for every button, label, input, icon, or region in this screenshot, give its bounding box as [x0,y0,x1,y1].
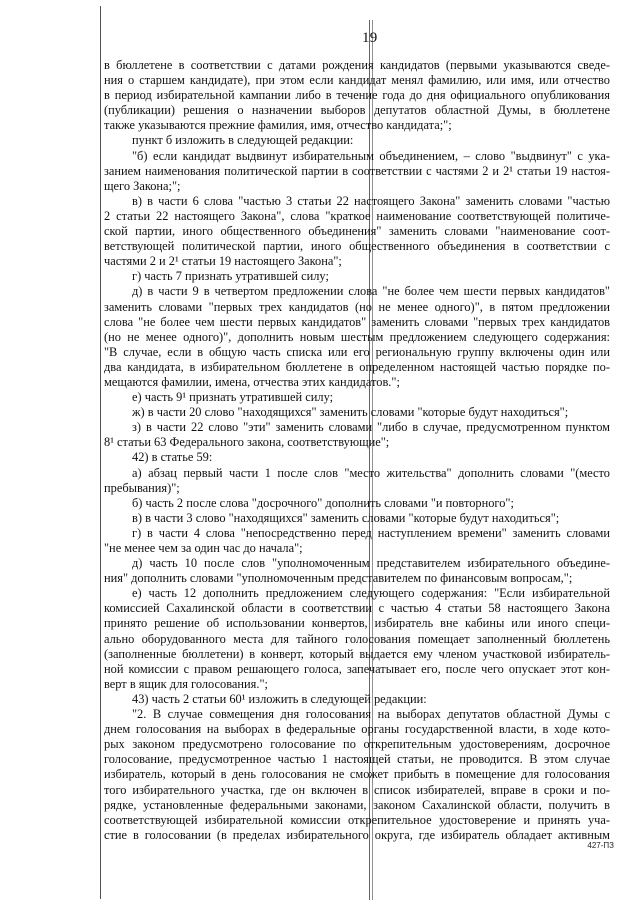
text-line: два кандидата, в избирательном бюллетене в определенном настоящей частью порядке по- [104,359,610,374]
text-line: 8¹ статьи 63 Федерального закона, соответствующие"; [104,435,390,450]
text-line: е) часть 9¹ признать утратившей силу; [132,390,334,405]
text-line: г) часть 7 признать утратившей силу; [132,269,329,284]
text-line: в бюллетене в соответствии с датами рождения кандидатов (первыми указываются сведе- [104,58,610,72]
document-code: 427-ПЗ [587,841,614,850]
left-margin-line [100,6,101,899]
text-line: "2. В случае совмещения дня голосования на выборах депутатов областной Думы с [132,707,610,722]
text-line: з) в части 22 слово "эти" заменить словами "либо в случае, предусмотренном пунктом [132,420,610,435]
text-line: б) часть 2 после слова "досрочного" дополнить словами "и повторного"; [132,495,514,510]
text-line: слова "не более чем шести первых кандидатов" заменить словами "первых трех кандидатов [104,314,610,329]
text-line: избиратель, который в день голосования не сможет прибыть в помещение для голосования [104,767,610,782]
text-line: ной комиссии с правом решающего голоса, запечатывает его, после чего опускает этот кон- [104,661,610,676]
text-line: комиссией Сахалинской области в соответствии с частью 4 статьи 58 настоящего Закона [104,601,610,616]
text-line: занием наименования политической партии в соответствии с частями 2 и 2¹ статьи 19 настоя- [104,163,610,178]
text-line: г) в части 4 слова "непосредственно перед наступлением времени" заменить словами [132,525,610,540]
text-line: (публикации) решения о назначении выборов депутатов областной Думы, в бюллетене [104,103,610,118]
text-line: стие в голосовании (в пределах избирательного округа, где избиратель обладает активным [104,827,610,842]
text-line: ж) в части 20 слово "находящихся" заменить словами "которые будут находиться"; [132,405,569,420]
text-line: д) часть 10 после слов "уполномоченным представителем избирательного объедине- [132,556,610,571]
text-line: "В случае, если в общую часть списка или его региональную группу включены один или [104,344,610,359]
text-line: щего Закона;"; [104,178,181,193]
text-line: в) в части 6 слова "частью 3 статьи 22 настоящего Закона" заменить словами "частью [132,193,610,208]
text-line: принято решение об использовании конвертов, избиратель вне кабины или иного специ- [104,616,610,631]
text-line: а) абзац первый части 1 после слов "место жительства" дополнить словами "(место [132,465,610,480]
text-line: "не менее чем за один час до начала"; [104,541,303,555]
text-line: (заполненные бюллетени) в конверт, который выдается ему членом участковой избиратель- [104,646,610,661]
body-text [104,58,610,843]
text-line: рядке, установленные федеральными законами, законом Сахалинской области, получить в [104,797,610,812]
text-line: соответствующей избирательной комиссии открепительное удостоверение и принять уча- [104,812,610,827]
text-line: 42) в статье 59: [132,450,213,465]
text-line: ния о старшем кандидате), при этом если кандидат менял фамилию, или имя, или отчество [104,73,610,88]
text-line: е) часть 12 дополнить предложением следующего содержания: "Если избирательной [132,586,610,601]
text-line: "б) если кандидат выдвинут избирательным объединением, – слово "выдвинут" с ука- [132,148,610,163]
page-number: 19 [362,30,378,46]
text-line: голосование, предусмотренное частью 1 настоящей статьи, не проводится. В этом случае [104,752,610,767]
text-line: мещаются фамилии, имена, отчества этих кандидатов."; [104,374,400,389]
text-line: частями 2 и 2¹ статьи 19 настоящего Закона"; [104,254,342,269]
text-line: 2 статьи 22 настоящего Закона", слова "краткое наименование соответствующей политиче- [104,208,610,223]
text-line: днем голосования на выборах в федеральные органы государственной власти, в ходе кото- [104,722,610,737]
text-line: д) в части 9 в четвертом предложении слова "не более чем шести первых кандидатов" [132,284,610,299]
text-line: рых законом предусмотрено голосование по открепительным удостоверениям, досрочное [104,737,610,752]
text-line: (но не менее одного)", дополнить новым шестым предложением следующего содержания: [104,329,610,344]
text-line: ской партии, иного общественного объединения" заменить словами "наименование соот- [104,224,610,239]
text-line: пребывания)"; [104,480,180,495]
text-line: 43) часть 2 статьи 60¹ изложить в следующей редакции: [132,691,427,706]
text-line: ветствующей политической партии, иного общественного объединения в соответствии с [104,239,610,254]
text-line: ния" дополнить словами "уполномоченным представителем по финансовым вопросам,"; [104,571,573,586]
text-line: пункт б изложить в следующей редакции: [132,133,354,148]
text-line: верт в ящик для голосования."; [104,676,268,691]
text-line: в период избирательной кампании либо в течение года до дня официального опубликования [104,88,610,103]
text-line: заменить словами "первых трех кандидатов (но не менее одного)", в пятом предложении [104,299,610,314]
text-line: в) в части 3 слово "находящихся" заменить словами "которые будут находиться"; [132,510,560,525]
text-line: ально оборудованного места для тайного голосования помещает заполненный бюллетень [104,631,610,646]
text-line: также указываются прежние фамилия, имя, отчество кандидата;"; [104,118,452,133]
text-line: того избирательного участка, где он включен в список избирателей, вправе в сроки и по- [104,782,610,797]
